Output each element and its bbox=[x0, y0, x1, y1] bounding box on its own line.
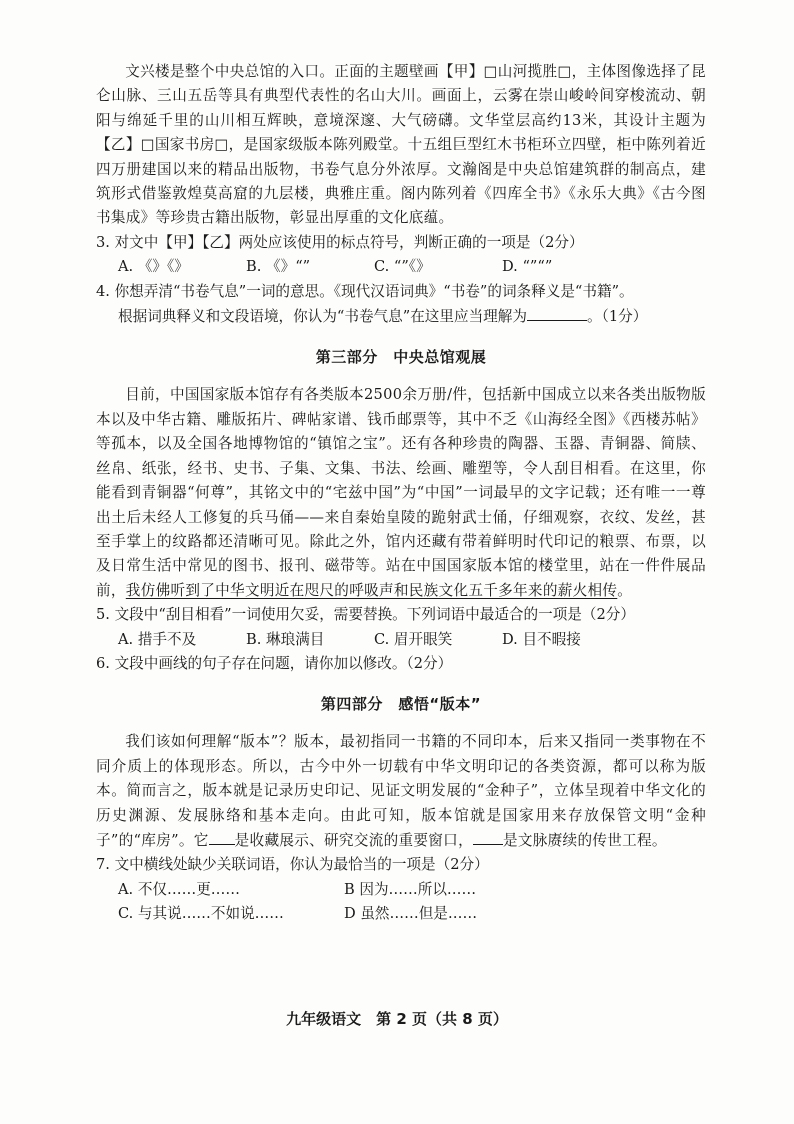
part3-paragraph-text: 目前，中国国家版本馆存有各类版本2500余万册/件，包括新中国成立以来各类出版物版本以及中华古籍、雕版拓片、碑帖家谱、钱币邮票等，其中不乏《山海经全图》《西楼苏帖》等孤本，以及全国各地博物馆的“镇馆之宝”。还有各种珍贵的陶器、玉器、青铜器、简牍、丝帛、纸张，经书、史书、子集、文集、书法、绘画、雕塑等，令人刮目相看。在这里，你能看到青铜器“何尊”，其铭文中的“宅兹中国”为“中国”一词最早的文字记载；还有唯一一尊出土后未经人工修复的兵马俑——来自秦始皇陵的跪射武士俑，仔细观察，衣纹、发丝，甚至手掌上的纹路都还清晰可见。除此之外，馆内还藏有带着鲜明时代印记的粮票、布票，以及日常生活中常见的图书、报刊、磁带等。站在中国国家版本馆的楼堂里，站在一件件展品前， bbox=[96, 386, 706, 599]
question-7-options-row2 bbox=[118, 902, 706, 926]
q3-option-d: D. “”“” bbox=[502, 258, 553, 276]
question-5-options bbox=[118, 628, 706, 652]
q7-option-d: D 虽然……但是…… bbox=[344, 905, 478, 923]
q4-score: 。（1分） bbox=[586, 308, 648, 326]
part3-paragraph bbox=[96, 383, 706, 603]
q5-option-b: B. 琳琅满目 bbox=[246, 630, 325, 648]
q7-option-c: C. 与其说……不如说…… bbox=[118, 905, 284, 923]
q4-answer-blank[interactable] bbox=[527, 304, 587, 321]
question-7: 7. 文中横线处缺少关联词语，你认为最恰当的一项是（2分） bbox=[96, 856, 489, 874]
part3-title: 第三部分 中央总馆观展 bbox=[315, 348, 487, 367]
q7-option-a: A. 不仅……更…… bbox=[118, 880, 240, 898]
page-footer: 九年级语文 第 2 页（共 8 页） bbox=[286, 1010, 508, 1028]
part4-paragraph-mid: 是收藏展示、研究交流的重要窗口， bbox=[234, 831, 473, 849]
q3-option-b: B. 《》“” bbox=[246, 258, 311, 276]
q5-option-d: D. 目不暇接 bbox=[502, 630, 581, 648]
q3-option-c: C. “”《》 bbox=[374, 258, 431, 276]
question-6: 6. 文段中画线的句子存在问题，请你加以修改。（2分） bbox=[96, 654, 453, 672]
blank-2[interactable] bbox=[473, 828, 503, 845]
question-5: 5. 文段中“刮目相看”一词使用欠妥，需要替换。下列词语中最适合的一项是（2分） bbox=[96, 606, 635, 624]
q5-option-c: C. 眉开眼笑 bbox=[374, 630, 453, 648]
question-4: 4. 你想弄清“书卷气息”一词的意思。《现代汉语词典》“书卷”的词条释义是“书籍”。 bbox=[96, 282, 634, 300]
blank-1[interactable] bbox=[209, 828, 235, 845]
q3-option-a: A. 《》《》 bbox=[118, 258, 189, 276]
q5-option-a: A. 措手不及 bbox=[118, 630, 197, 648]
question-7-options-row1 bbox=[118, 878, 706, 902]
part3-paragraph-end: 。 bbox=[617, 581, 633, 599]
part2-paragraph: 文兴楼是整个中央总馆的入口。正面的主题壁画【甲】□山河揽胜□，主体图像选择了昆仑山脉、三山五岳等具有典型代表性的名山大川。画面上，云雾在崇山峻岭间穿梭流动、朝阳与绵延千里的山川相互辉映，意境深邃、大气磅礴。文华堂层高约13米，其设计主题为【乙】□国家书房□，是国家级版本陈列殿堂。十五组巨型红木书柜环立四壁，柜中陈列着近四万册建国以来的精品出版物，书卷气息分外浓厚。文瀚阁是中央总馆建筑群的制高点，建筑形式借鉴敦煌莫高窟的九层楼，典雅庄重。阁内陈列着《四库全书》《永乐大典》《古今图书集成》等珍贵古籍出版物，彰显出厚重的文化底蕴。 bbox=[96, 63, 706, 227]
part4-paragraph-text: 我们该如何理解“版本”？版本，最初指同一书籍的不同印本，后来又指同一类事物在不同介质上的体现形态。所以，古今中外一切载有中华文明印记的各类资源，都可以称为版本。简而言之，版本就是记录历史印记、见证文明发展的“金种子”，立体呈现着中华文化的历史渊源、发展脉络和基本走向。由此可知，版本馆就是国家用来存放保管文明“金种子”的“库房”。它 bbox=[96, 733, 706, 849]
question-3-options bbox=[118, 255, 706, 279]
part4-title: 第四部分 感悟“版本” bbox=[320, 695, 482, 714]
question-4-line2 bbox=[96, 304, 706, 329]
question-3: 3. 对文中【甲】【乙】两处应该使用的标点符号，判断正确的一项是（2分） bbox=[96, 233, 584, 251]
part4-paragraph-end: 是文脉赓续的传世工程。 bbox=[502, 831, 667, 849]
q4-prompt: 根据词典释义和文段语境，你认为“书卷气息”在这里应当理解为 bbox=[118, 308, 527, 326]
q7-option-b: B 因为……所以…… bbox=[344, 880, 477, 898]
underlined-sentence: 我仿佛听到了中华文明近在咫尺的呼吸声和民族文化五千多年来的薪火相传 bbox=[125, 581, 618, 599]
part4-paragraph bbox=[96, 730, 706, 853]
